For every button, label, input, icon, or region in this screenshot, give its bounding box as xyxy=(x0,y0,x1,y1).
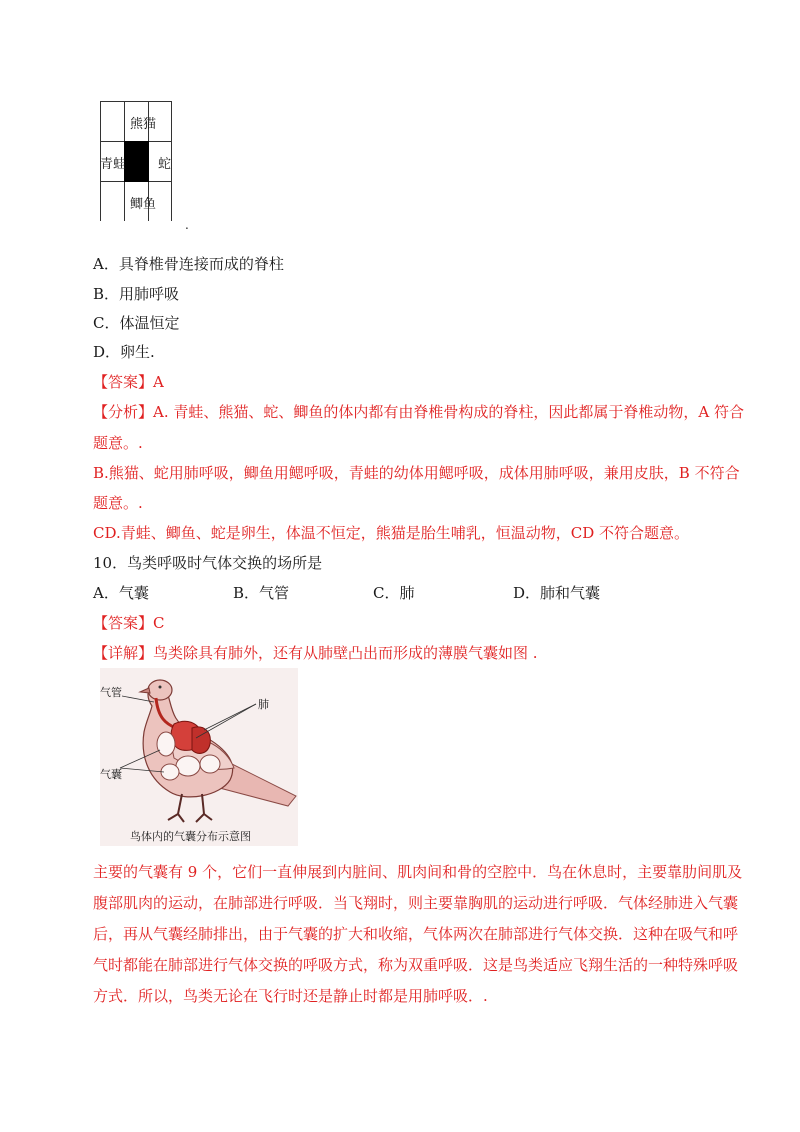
grid-line-right xyxy=(171,101,172,221)
q10-stem: 10．鸟类呼吸时气体交换的场所是 xyxy=(93,554,323,572)
option-d: D．卵生. xyxy=(93,343,155,361)
option-c: C．体温恒定 xyxy=(93,314,180,332)
explanation-line5: 方式．所以，鸟类无论在飞行时还是静止时都是用肺呼吸．. xyxy=(93,987,488,1005)
q10-option-d: D．肺和气囊 xyxy=(513,584,601,602)
grid-label-crucian: 鲫鱼 xyxy=(130,197,157,212)
q9-analysis-line3: B.熊猫、蛇用肺呼吸，鲫鱼用鳃呼吸，青蛙的幼体用鳃呼吸，成体用肺呼吸，兼用皮肤，B 不符合 xyxy=(93,464,740,482)
q10-detail: 【详解】鸟类除具有肺外，还有从肺壁凸出而形成的薄膜气囊如图 . xyxy=(93,644,538,662)
explanation-line2: 腹部肌肉的运动，在肺部进行呼吸．当飞翔时，则主要靠胸肌的运动进行呼吸．气体经肺进入气囊 xyxy=(93,894,739,912)
bird-air-sac-figure xyxy=(100,668,298,846)
grid-line-top xyxy=(100,101,172,102)
animal-grid-figure xyxy=(100,101,172,221)
q9-analysis-line1: 【分析】A. 青蛙、熊猫、蛇、鲫鱼的体内都有由脊椎骨构成的脊柱，因此都属于脊椎动物，A 符合 xyxy=(93,403,744,421)
q9-answer: 【答案】A xyxy=(93,373,164,391)
explanation-line1: 主要的气囊有 9 个，它们一直伸展到内脏间、肌肉间和骨的空腔中．鸟在休息时，主要靠肋间肌及 xyxy=(93,863,743,881)
q9-analysis-line4: 题意。. xyxy=(93,494,143,512)
label-air-sac: 气囊 xyxy=(100,768,122,781)
grid-center-black-cell xyxy=(124,141,149,182)
label-lung: 肺 xyxy=(258,698,269,711)
q9-analysis-line5: CD.青蛙、鲫鱼、蛇是卵生，体温不恒定，熊猫是胎生哺乳，恒温动物，CD 不符合题意。 xyxy=(93,524,690,542)
option-b: B．用肺呼吸 xyxy=(93,285,180,303)
grid-label-snake: 蛇 xyxy=(158,157,172,172)
q10-option-a: A．气囊 xyxy=(93,584,149,602)
explanation-line3: 后，再从气囊经肺排出，由于气囊的扩大和收缩，气体两次在肺部进行气体交换．这种在吸气和呼 xyxy=(93,925,739,943)
label-trachea: 气管 xyxy=(100,686,122,699)
grid-label-frog: 青蛙 xyxy=(100,157,127,172)
q10-option-b: B．气管 xyxy=(233,584,290,602)
q9-analysis-line2: 题意。. xyxy=(93,434,143,452)
grid-dot: . xyxy=(185,218,189,232)
q10-answer: 【答案】C xyxy=(93,614,165,632)
bird-illustration xyxy=(100,668,298,846)
figure-caption: 鸟体内的气囊分布示意图 xyxy=(130,830,251,843)
explanation-line4: 气时都能在肺部进行气体交换的呼吸方式，称为双重呼吸．这是鸟类适应飞翔生活的一种特殊呼吸 xyxy=(93,956,739,974)
q10-option-c: C．肺 xyxy=(373,584,415,602)
option-a: A．具脊椎骨连接而成的脊柱 xyxy=(93,255,284,273)
grid-label-panda: 熊猫 xyxy=(130,117,157,132)
